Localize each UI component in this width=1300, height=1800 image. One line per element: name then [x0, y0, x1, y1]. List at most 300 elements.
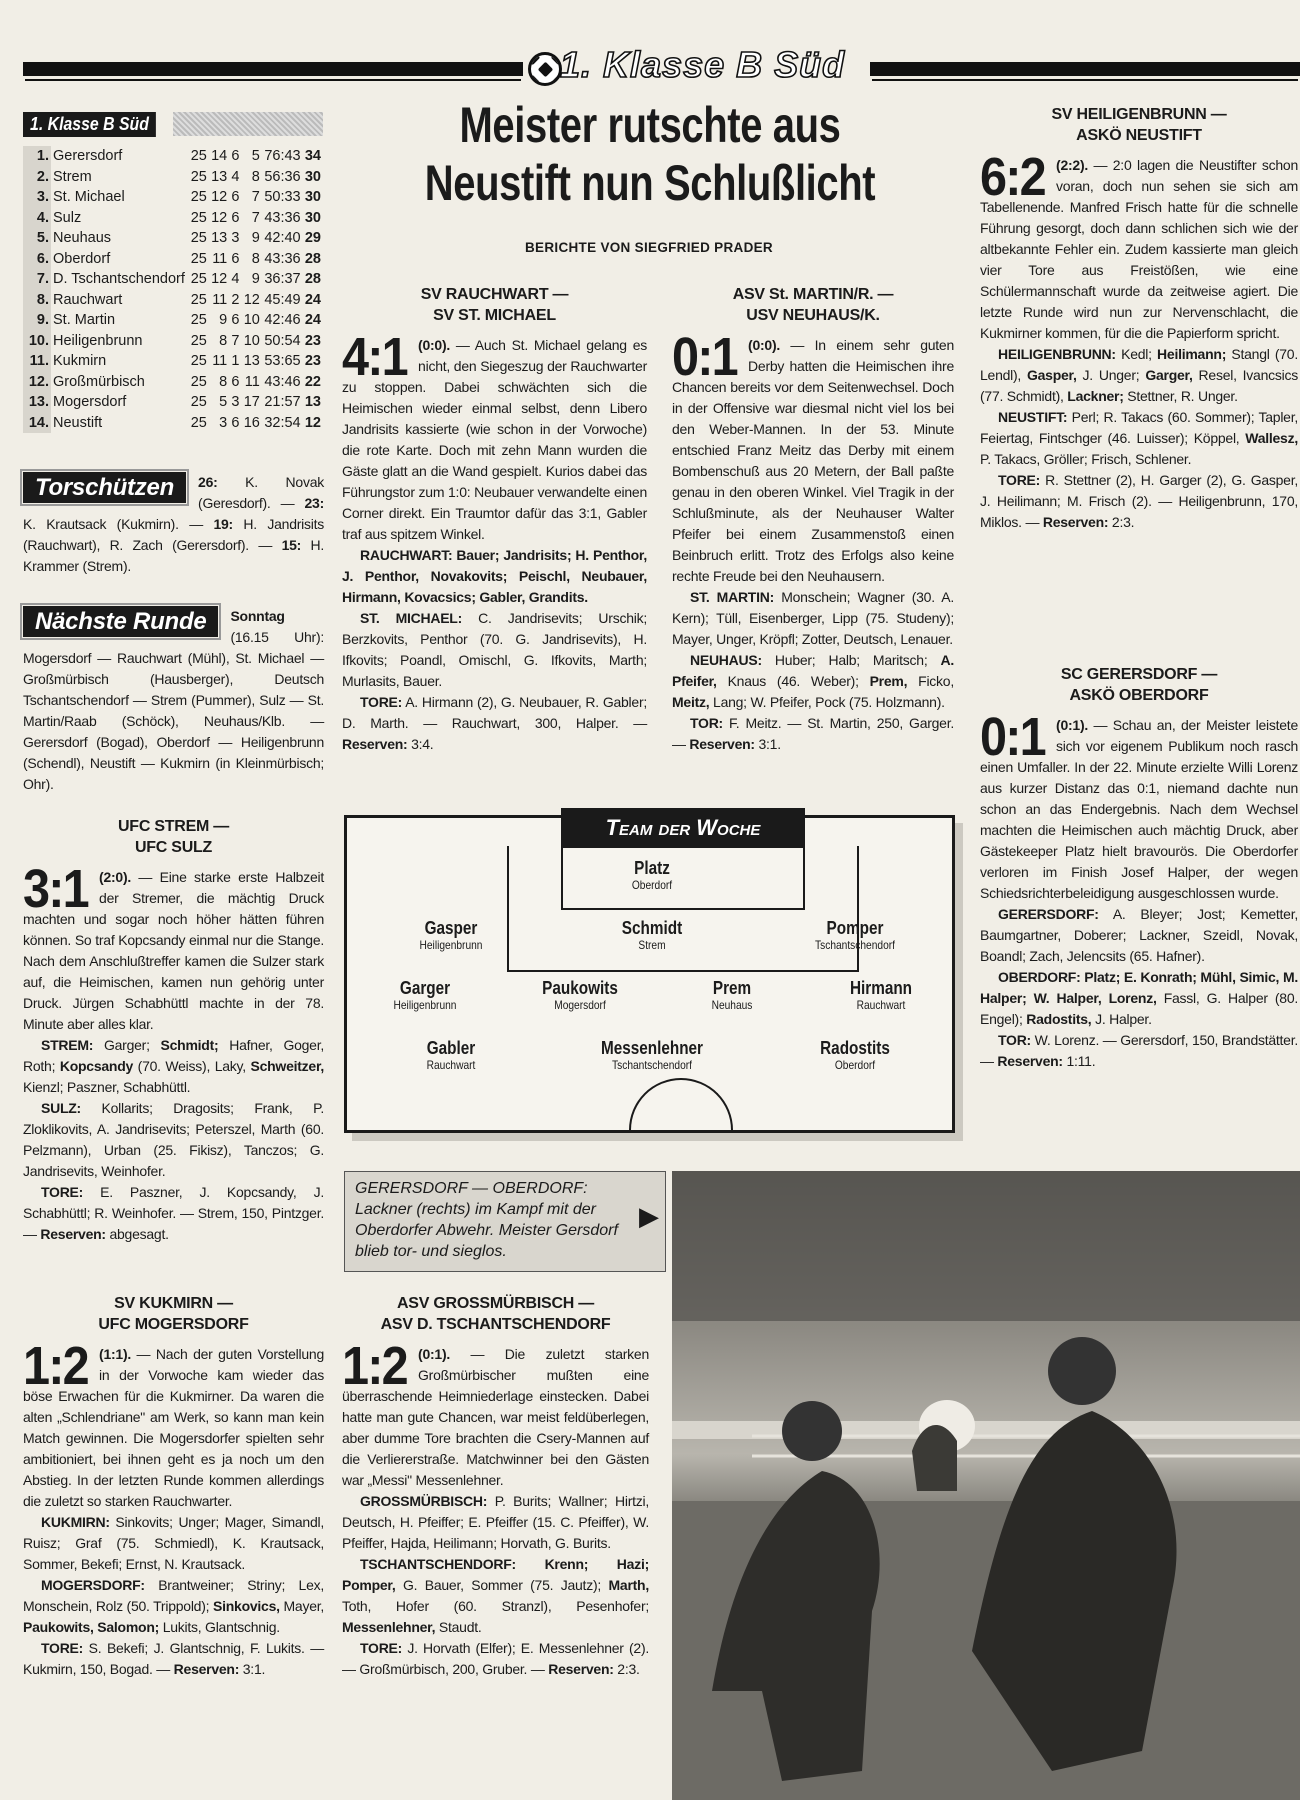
section-title: 1. Klasse B Süd — [560, 44, 846, 85]
text-segment: Sinkovics, — [213, 1598, 280, 1614]
goals: 56:36 — [264, 168, 301, 185]
team-name: Strem — [53, 168, 92, 185]
player: Hirmann Rauchwart — [849, 978, 913, 1012]
team-name: Neuhaus — [53, 230, 112, 247]
played: 25 — [190, 312, 207, 329]
goals: 43:46 — [264, 373, 301, 390]
photo-caption-text: GERERSDORF — OBERDORF: Lackner (rechts) im Kampf mit der Oberdorfer Abwehr. Meister Gersdorf blieb tor- und sieglos. — [355, 1180, 618, 1260]
header-rule-right — [870, 62, 1300, 76]
lead-paragraph — [672, 327, 954, 587]
text-segment: J. Halper. — [1091, 1011, 1152, 1027]
lost: 9 — [251, 271, 260, 288]
lead-paragraph — [980, 147, 1298, 344]
lead-paragraph — [342, 327, 647, 545]
team-name: Gerersdorf — [53, 148, 123, 165]
won: 12 — [211, 271, 228, 288]
lineup-paragraph — [980, 1030, 1298, 1072]
played: 25 — [190, 394, 207, 411]
text-segment: E. Paszner, J. Kopcsandy, J. Schabhüttl; R. Weinhofer. — Strem, 150, Pintzger. — — [23, 1184, 324, 1242]
text-segment: W. Lorenz. — Gerersdorf, 150, Brandstätter. — — [980, 1032, 1298, 1069]
goals: 32:54 — [264, 414, 301, 431]
drawn: 3 — [231, 394, 240, 411]
drawn: 6 — [231, 209, 240, 226]
goals: 53:65 — [264, 353, 301, 370]
text-segment: Reserven: — [40, 1226, 106, 1242]
text-segment: Schmidt; — [160, 1037, 219, 1053]
match-title — [23, 816, 324, 858]
lineup-paragraph — [980, 344, 1298, 407]
score: 1:2 — [342, 1336, 407, 1396]
text-segment: F. Meitz. — St. Martin, 250, Garger. — — [672, 715, 954, 752]
text-segment: SULZ: — [41, 1100, 81, 1116]
home-team: SC GERERSDORF — — [1060, 666, 1218, 683]
player: Schmidt Strem — [621, 918, 683, 952]
standings-row — [23, 167, 323, 188]
headline-line-1: Meister rutschte aus — [459, 97, 841, 153]
match-photo — [672, 1171, 1300, 1800]
won: 3 — [219, 414, 228, 431]
label-stripe — [173, 112, 323, 136]
standings-row — [23, 331, 323, 352]
won: 13 — [211, 230, 228, 247]
text-segment: Prem, — [869, 673, 908, 689]
standings-rows — [23, 146, 323, 433]
text-segment: Brantweiner; Striny; Lex, Monschein, Rolz (50. Trippold); — [23, 1577, 324, 1614]
points: 22 — [304, 373, 321, 390]
text-segment: S. Bekefi; J. Glantschnig, F. Lukits. — Kukmirn, 150, Bogad. — — [23, 1640, 324, 1677]
match-report-st-martin-neuhaus — [672, 284, 954, 755]
lineup-paragraph — [980, 967, 1298, 1030]
text-segment: P. Burits; Wallner; Hirtzi, Deutsch, H. Pfeiffer; E. Pfeiffer (15. C. Pfeiffer), W. Pfeiffer, Hajda, Heilimann; Horvath, G. Burits. — [342, 1493, 649, 1551]
text-segment: (1:1). — [99, 1346, 131, 1362]
points: 28 — [304, 271, 321, 288]
team-name: Großmürbisch — [53, 373, 145, 390]
text-segment: Kollarits; Dragosits; Frank, P. Zloklikovits, A. Jandrisevits; Peterszel, Marth (60. Pelzmann), Urban (25. Fikisz), Tanczos; G. Jandrisevits, Weinhofer. — [23, 1100, 324, 1179]
lineup-paragraph — [23, 1575, 324, 1638]
text-segment: NEUHAUS: — [690, 652, 762, 668]
lineup-paragraph — [672, 650, 954, 713]
played: 25 — [190, 148, 207, 165]
team-of-the-week — [344, 815, 955, 1133]
text-segment: TORE: — [41, 1640, 84, 1656]
text-segment: (2:0). — [99, 869, 131, 885]
text-segment: 15: — [281, 537, 302, 553]
goals: 21:57 — [264, 394, 301, 411]
home-team: SV HEILIGENBRUNN — — [1051, 106, 1227, 123]
player: Garger Heiligenbrunn — [393, 978, 457, 1012]
played: 25 — [190, 168, 207, 185]
points: 30 — [304, 209, 321, 226]
away-team: USV NEUHAUS/K. — [746, 307, 880, 324]
match-report-kukmirn-mogersdorf — [23, 1293, 324, 1680]
played: 25 — [190, 250, 207, 267]
lineup-paragraph — [980, 407, 1298, 470]
played: 25 — [190, 209, 207, 226]
won: 13 — [211, 168, 228, 185]
text-segment: Huber; Halb; Maritsch; — [761, 652, 941, 668]
text-segment: TSCHANTSCHENDORF: Krenn; Hazi; Pomper, — [342, 1556, 649, 1593]
team-name: D. Tschantschendorf — [53, 271, 185, 288]
text-segment: 1:11. — [1062, 1053, 1096, 1069]
drawn: 1 — [231, 353, 240, 370]
text-segment: Reserven: — [689, 736, 755, 752]
played: 25 — [190, 189, 207, 206]
played: 25 — [190, 414, 207, 431]
rank: 9. — [23, 310, 51, 331]
text-segment: TOR: — [998, 1032, 1031, 1048]
team-of-the-week-title: Team der Woche — [561, 808, 805, 848]
lineup-paragraph — [980, 904, 1298, 967]
text-segment: Resel, Ivancsics (77. Schmidt), — [980, 367, 1298, 404]
headline-line-2: Neustift nun Schlußlicht — [424, 155, 876, 211]
text-segment: RAUCHWART: Bauer; Jandrisits; H. Penthor, J. Penthor, Novakovits; Peischl, Neubauer, Hirmann, Kovacsics; Gabler, Grandits. — [342, 547, 647, 605]
rank: 8. — [23, 290, 51, 311]
home-team: ASV GROSSMÜRBISCH — — [396, 1295, 595, 1312]
text-segment: STREM: — [41, 1037, 94, 1053]
text-segment: Heilimann; — [1157, 346, 1227, 362]
match-photo-image — [672, 1171, 1300, 1800]
lineup-paragraph — [23, 1638, 324, 1680]
rank: 14. — [23, 413, 51, 434]
away-team: UFC MOGERSDORF — [98, 1316, 249, 1333]
text-segment: 23: — [304, 495, 324, 511]
won: 8 — [219, 373, 228, 390]
lost: 11 — [244, 373, 260, 390]
text-segment: Radostits, — [1026, 1011, 1092, 1027]
text-segment: — Schau an, der Meister leistete sich vor eigenem Publikum noch rasch einen Umfaller. In der 22. Minute erzielte Willi Lorenz aus kurzer Distanz das 0:1, niemand dachte nun schon an das Endergebnis. Nach dem Wechsel machten die Heimischen auch mächtig Druck, aber Gästekeeper Platz hielt bravourös. Die Oberdorfer verloren im Finish Josef Halper, der wegen Schiedsrichterbeleidigung ausgeschlossen wurde. — [980, 717, 1298, 901]
goals: 36:37 — [264, 271, 301, 288]
text-segment: Monschein; Wagner (30. A. Kern); Tüll, Eisenberger, Lipp (75. Studeny); Mayer, Unger, Kröpfl; Zotter, Deutsch, Lenauer. — [672, 589, 955, 647]
lost: 12 — [243, 291, 260, 308]
played: 25 — [190, 291, 207, 308]
player: Platz Oberdorf — [631, 858, 673, 892]
drawn: 6 — [231, 189, 240, 206]
standings-row — [23, 208, 323, 229]
standings-row — [23, 351, 323, 372]
team-name: St. Martin — [53, 312, 116, 329]
lead-paragraph — [980, 707, 1298, 904]
text-segment: — In einem sehr guten Derby hatten die Heimischen ihre Chancen bereits vor dem Seitenwechsel. Doch in der Offensive war diesmal nicht viel los bei den Weber-Mannen. In der 53. Minute entschied Franz Meitz das Derby mit einem Bombenschuß aus 20 Metern, der Ball paßte genau in den oberen Winkel. Viel Tragik in der Schlußminute, als der Neuhauser Walter Pfeifer bei einem Zusammenstoß einen Beinbruch erlitt. Trotz des Erfolgs also keine rechte Freude bei den Neuhausern. — [672, 337, 954, 584]
points: 29 — [304, 230, 321, 247]
lineup-paragraph — [342, 692, 647, 755]
lead-paragraph — [342, 1336, 649, 1491]
text-segment: Garger, — [1145, 367, 1193, 383]
player: Prem Neuhaus — [711, 978, 753, 1012]
text-segment: Toth, Hofer (60. Stranzl), Pesenhofer; — [342, 1598, 649, 1614]
text-segment: (70. Weiss), Laky, — [133, 1058, 251, 1074]
standings-row — [23, 187, 323, 208]
next-round-label: Nächste Runde — [23, 606, 218, 637]
away-team: SV ST. MICHAEL — [433, 307, 556, 324]
text-segment: Garger; — [93, 1037, 161, 1053]
standings-label: 1. Klasse B Süd — [23, 112, 156, 137]
drawn: 7 — [231, 332, 240, 349]
points: 13 — [304, 394, 321, 411]
text-segment: 3:4. — [407, 736, 434, 752]
lineup-paragraph — [980, 470, 1298, 533]
standings-table — [23, 112, 323, 433]
text-segment: 26: — [198, 474, 218, 490]
home-team: SV RAUCHWART — — [420, 286, 569, 303]
text-segment: Reserven: — [173, 1661, 240, 1677]
won: 8 — [219, 332, 228, 349]
text-segment: GROSSMÜRBISCH: — [360, 1493, 488, 1509]
home-team: SV KUKMIRN — — [114, 1295, 233, 1312]
text-segment: 2:3. — [1108, 514, 1135, 530]
text-segment: TORE: — [998, 472, 1041, 488]
next-round — [23, 606, 324, 795]
lineup-paragraph — [23, 1512, 324, 1575]
team-name: Kukmirn — [53, 353, 107, 370]
standings-row — [23, 372, 323, 393]
text-segment: Meitz, — [672, 694, 710, 710]
score: 1:2 — [23, 1336, 88, 1396]
rank: 13. — [23, 392, 51, 413]
text-segment: (0:0). — [748, 337, 780, 353]
center-circle-arc — [629, 1078, 733, 1130]
team-name: St. Michael — [53, 189, 125, 206]
lineup-paragraph — [342, 545, 647, 608]
drawn: 6 — [231, 414, 240, 431]
lineup-paragraph — [672, 587, 954, 650]
text-segment: Hafner, Goger, Roth; — [23, 1037, 324, 1074]
lost: 10 — [243, 312, 260, 329]
score: 6:2 — [980, 147, 1045, 207]
lead-paragraph — [23, 1336, 324, 1512]
points: 23 — [304, 332, 321, 349]
standings-row — [23, 269, 323, 290]
text-segment: Wallesz, — [1245, 430, 1298, 446]
text-segment: P. Takacs, Gröller; Frisch, Schlener. — [980, 451, 1192, 467]
played: 25 — [190, 271, 207, 288]
text-segment: A. Pfeifer, — [672, 652, 954, 689]
text-segment: TORE: — [41, 1184, 84, 1200]
rank: 5. — [23, 228, 51, 249]
lost: 8 — [251, 168, 260, 185]
player: Gasper Heiligenbrunn — [419, 918, 483, 952]
text-segment: MOGERSDORF: — [41, 1577, 145, 1593]
standings-row — [23, 146, 323, 167]
lost: 7 — [251, 209, 260, 226]
played: 25 — [190, 332, 207, 349]
lineup-paragraph — [23, 1035, 324, 1098]
lineup-paragraph — [342, 1491, 649, 1554]
text-segment: TOR: — [690, 715, 723, 731]
lost: 5 — [251, 148, 260, 165]
standings-row — [23, 249, 323, 270]
text-segment: Stettner, R. Unger. — [1123, 388, 1238, 404]
text-segment: J. Unger; — [1076, 367, 1146, 383]
away-team: ASKÖ OBERDORF — [1069, 687, 1209, 704]
match-title — [342, 1293, 649, 1335]
text-segment: Mayer, — [279, 1598, 325, 1614]
away-team: ASKÖ NEUSTIFT — [1076, 127, 1202, 144]
text-segment: — Auch St. Michael gelang es nicht, den Siegeszug der Rauchwarter zu stoppen. Dabei schwächten sich die Heimischen wieder einmal selbst, denn Libero Jandrisits kassierte (wie schon in der Vorwoche) die rote Karte. Doch mit zehn Mann wurden die Gäste glatt an die Wand gespielt. Kurios dabei das Führungstor zum 1:0: Neubauer verwandelte einen Corner direkt. Ein Traumtor dafür das 3:1, Gabler traf aus spitzem Winkel. — [342, 337, 647, 542]
text-segment: GERERSDORF: — [998, 906, 1099, 922]
points: 34 — [304, 148, 321, 165]
away-team: UFC SULZ — [134, 839, 213, 856]
text-segment: A. Bleyer; Jost; Kemetter, Baumgartner, Doberer; Lackner, Szeidl, Novak, Boandl; Zach, Jelencsits (65. Hafner). — [980, 906, 1298, 964]
text-segment: OBERDORF: Platz; E. Konrath; Mühl, Simic, M. Halper; W. Halper, Lorenz, — [980, 969, 1298, 1006]
lost: 16 — [243, 414, 260, 431]
lost: 17 — [243, 394, 260, 411]
player: Radostits Oberdorf — [820, 1038, 890, 1072]
text-segment: 3:1. — [754, 736, 781, 752]
team-name: Neustift — [53, 414, 103, 431]
match-title — [980, 664, 1298, 706]
text-segment: ST. MARTIN: — [690, 589, 775, 605]
drawn: 6 — [231, 250, 240, 267]
text-segment: Staudt. — [435, 1619, 482, 1635]
team-name: Rauchwart — [53, 291, 123, 308]
points: 28 — [304, 250, 321, 267]
won: 12 — [211, 209, 228, 226]
lead-paragraph — [23, 859, 324, 1035]
text-segment: (0:0). — [418, 337, 450, 353]
text-segment: — Nach der guten Vorstellung in der Vorwoche kam wieder das böse Erwachen für die Kukmirner. Da waren die alten „Schlendriane" am Werk, so kann man kein Match gewinnen. Die Mogersdorfer spielten sehr ambitioniert, bei ihnen geht es ja noch um den Abstieg. In der letzten Runde kommen allerdings die zuletzt so starken Rauchwarter. — [23, 1346, 324, 1509]
score: 0:1 — [672, 327, 737, 387]
played: 25 — [190, 230, 207, 247]
match-title — [342, 284, 647, 326]
lost: 7 — [251, 189, 260, 206]
text-segment: Kopcsandy — [59, 1058, 134, 1074]
drawn: 4 — [231, 168, 240, 185]
points: 30 — [304, 189, 321, 206]
match-title — [23, 1293, 324, 1335]
lineup-paragraph — [342, 1638, 649, 1680]
drawn: 6 — [231, 373, 240, 390]
played: 25 — [190, 373, 207, 390]
text-segment: ST. MICHAEL: — [360, 610, 463, 626]
goals: 43:36 — [264, 250, 301, 267]
arrow-right-icon: ▶ — [639, 1201, 659, 1231]
won: 9 — [219, 312, 228, 329]
rank: 10. — [23, 331, 51, 352]
player: Paukowits Mogersdorf — [542, 978, 618, 1012]
goals: 50:33 — [264, 189, 301, 206]
match-title — [980, 104, 1298, 146]
won: 5 — [219, 394, 228, 411]
goals: 42:40 — [264, 230, 301, 247]
top-scorers — [23, 472, 324, 577]
points: 24 — [304, 291, 321, 308]
text-segment: Stangl (70. Lendl), — [980, 346, 1298, 383]
rank: 1. — [23, 146, 51, 167]
points: 24 — [304, 312, 321, 329]
goals: 43:36 — [264, 209, 301, 226]
text-segment: Sonntag — [230, 608, 285, 624]
player: Gabler Rauchwart — [426, 1038, 476, 1072]
lost: 9 — [251, 230, 260, 247]
match-report-rauchwart-st-michael — [342, 284, 647, 755]
text-segment: NEUSTIFT: — [998, 409, 1068, 425]
match-title — [672, 284, 954, 326]
score: 3:1 — [23, 859, 88, 919]
rank: 7. — [23, 269, 51, 290]
text-segment: Kienzl; Paszner, Schabhüttl. — [23, 1079, 191, 1095]
text-segment: (2:2). — [1056, 157, 1088, 173]
text-segment: C. Jandrisevits; Urschik; Berzkovits, Penthor (70. G. Jandrisevits), H. Ifkovits; Poandl, Omischl, G. Ifkovits, Marth; Murlasits, Bauer. — [342, 610, 647, 689]
text-segment: G. Bauer, Sommer (75. Jautz); — [395, 1577, 609, 1593]
text-segment: — 2:0 lagen die Neustifter schon voran, doch nun sehen sie sich am Tabellenende. Manfred Frisch hatte für die schnelle Führung gesorgt, doch dann schlichen sich wie der altbekannte Fehler ein. Zudem kassierte man gleich vier Tore aus Freistößen, wie eine Schülermannschaft wurde da zeitweise agiert. Die letzte Runde wird nun zur Nervenschlacht, die Kukmirner kommen, für die die Papierform spricht. — [980, 157, 1298, 341]
rank: 2. — [23, 167, 51, 188]
text-segment: Marth, — [608, 1577, 649, 1593]
text-segment: (0:1). — [1056, 717, 1088, 733]
team-name: Oberdorf — [53, 250, 111, 267]
lineup-paragraph — [23, 1098, 324, 1182]
football-icon — [528, 52, 562, 86]
team-name: Sulz — [53, 209, 82, 226]
text-segment: Reserven: — [548, 1661, 614, 1677]
rank: 12. — [23, 372, 51, 393]
team-name: Mogersdorf — [53, 394, 127, 411]
team-name: Heiligenbrunn — [53, 332, 143, 349]
rank: 6. — [23, 249, 51, 270]
lineup-paragraph — [342, 608, 647, 692]
away-team: ASV D. TSCHANTSCHENDORF — [380, 1316, 611, 1333]
text-segment: Fassl, G. Halper (80. Engel); — [980, 990, 1299, 1027]
text-segment: Reserven: — [997, 1053, 1063, 1069]
text-segment: TORE: — [360, 1640, 403, 1656]
text-segment: Ficko, — [907, 673, 954, 689]
photo-caption — [344, 1171, 666, 1272]
home-team: UFC STREM — — [117, 818, 230, 835]
goals: 42:46 — [264, 312, 301, 329]
byline: BERICHTE VON SIEGFRIED PRADER — [525, 240, 773, 255]
lineup-paragraph — [672, 713, 954, 755]
drawn: 3 — [231, 230, 240, 247]
score: 4:1 — [342, 327, 407, 387]
text-segment: Knaus (46. Weber); — [716, 673, 870, 689]
points: 23 — [304, 353, 321, 370]
won: 11 — [212, 291, 228, 308]
goals: 76:43 — [264, 148, 301, 165]
standings-row — [23, 290, 323, 311]
text-segment: R. Stettner (2), H. Garger (2), G. Gasper, J. Heilimann; M. Frisch (2). — Heiligenbrunn, 170, Miklos. — — [980, 472, 1298, 530]
drawn: 2 — [231, 291, 240, 308]
lineup-paragraph — [342, 1554, 649, 1638]
text-segment: 2:3. — [613, 1661, 640, 1677]
match-report-strem-sulz — [23, 816, 324, 1245]
points: 12 — [304, 414, 321, 431]
header-rule-left — [23, 62, 523, 76]
lost: 13 — [243, 353, 260, 370]
won: 12 — [211, 189, 228, 206]
text-segment: 19: — [213, 516, 233, 532]
text-segment: (16.15 Uhr): Mogersdorf — Rauchwart (Mühl), St. Michael — Großmürbisch (Hausberger), Deutsch Tschantschendorf — Strem (Pummer), Sulz — St. Martin/Raab (Schöck), Neuhaus/Klb. — Gerersdorf (Bogad), Oberdorf — Heiligenbrunn (Schendl), Neustift — Kukmirn (in Kleinmürbisch; Ohr). — [23, 629, 324, 792]
text-segment: Paukowits, Salomon; — [23, 1619, 160, 1635]
text-segment: Sinkovits; Unger; Mager, Simandl, Ruisz; Graf (75. Schmiedl), K. Krautsack, Sommer, Bekefi; Ernst, N. Krautsack. — [23, 1514, 324, 1572]
text-segment: — Eine starke erste Halbzeit der Stremer, die mächtig Druck machten und sogar noch höher hätten führen können. So traf Kopcsandy einmal nur die Stange. Nach dem Anschlußtreffer kamen die Sulzer stark auf, die Heimischen, kamen nun gehörig unter Druck. Jürgen Schabhüttl machte in der 78. Minute aber alles klar. — [23, 869, 324, 1032]
lost: 10 — [243, 332, 260, 349]
text-segment: H. Jandrisits (Rauchwart), R. Zach (Gerersdorf). — — [23, 516, 324, 553]
match-report-grossmuerbisch-tschantschendorf — [342, 1293, 649, 1680]
match-report-heiligenbrunn-neustift — [980, 104, 1298, 533]
text-segment: Gasper, — [1027, 367, 1077, 383]
text-segment: A. Hirmann (2), G. Neubauer, R. Gabler; D. Marth. — Rauchwart, 300, Halper. — — [342, 694, 647, 731]
top-scorers-label: Torschützen — [23, 472, 186, 503]
text-segment: Kedl; — [1115, 346, 1158, 362]
text-segment: (0:1). — [418, 1346, 450, 1362]
rank: 3. — [23, 187, 51, 208]
home-team: ASV St. MARTIN/R. — — [732, 286, 894, 303]
match-report-gerersdorf-oberdorf — [980, 664, 1298, 1072]
standings-row — [23, 228, 323, 249]
text-segment: Perl; R. Takacs (60. Sommer); Tapler, Feiertag, Fintschger (46. Luisser); Köppel, — [980, 409, 1298, 446]
text-segment: J. Horvath (Elfer); E. Messenlehner (2). — Großmürbisch, 200, Gruber. — — [342, 1640, 649, 1677]
text-segment: Lukits, Glantschnig. — [159, 1619, 280, 1635]
goals: 50:54 — [264, 332, 301, 349]
